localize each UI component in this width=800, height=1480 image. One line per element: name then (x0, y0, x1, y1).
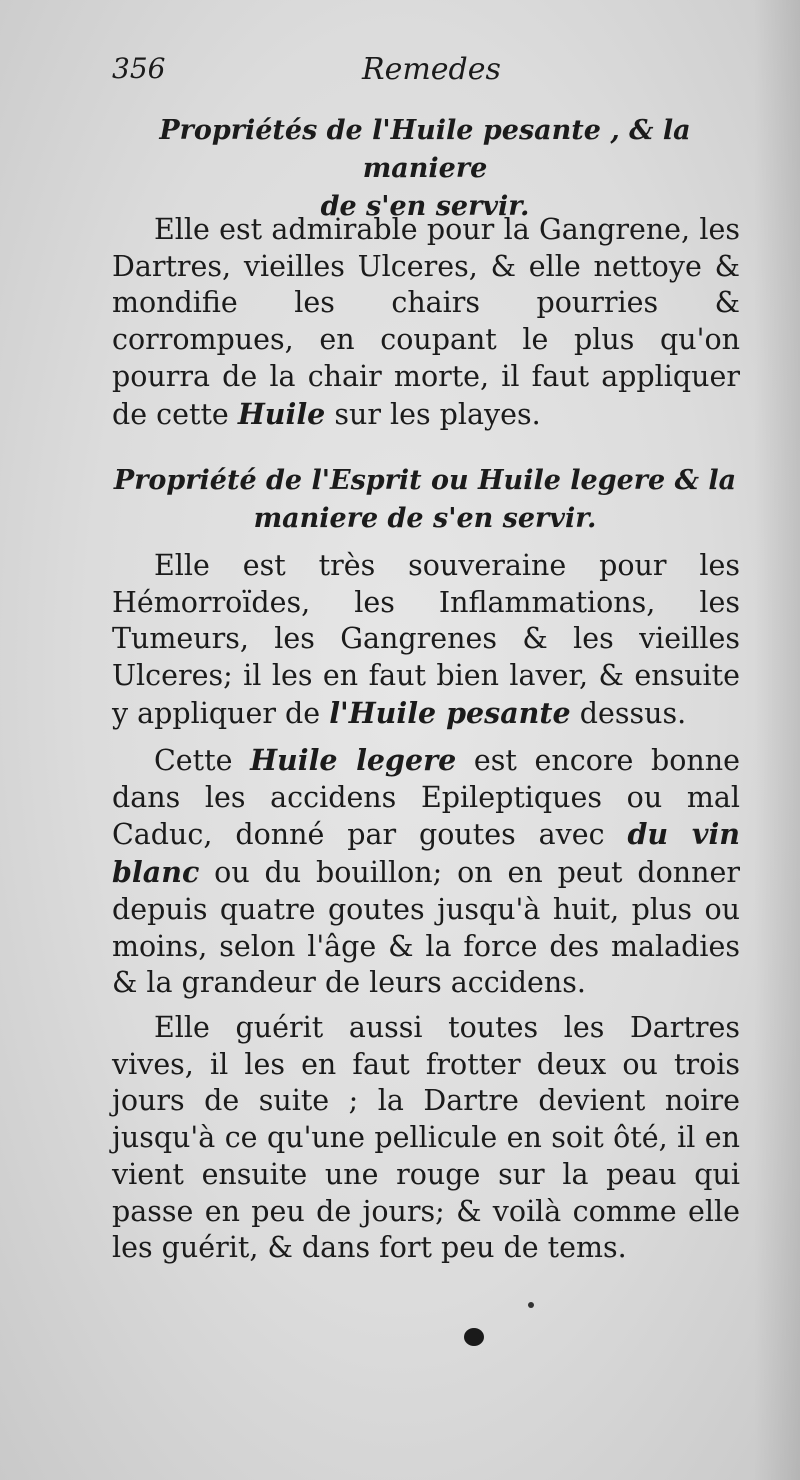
italic-term: l'Huile pesante (329, 695, 571, 730)
paragraph-text: Elle est très souveraine pour les Hémorroïdes, les Inflammations, les Tumeurs, les Gangrenes & les vieilles Ulceres; il les en faut bien laver, & ensuite y appliquer de (112, 549, 740, 730)
paragraph-text: est encore bonne dans les accidens Epileptiques ou mal Caduc, donné par goutes avec (112, 744, 740, 852)
ink-spot (528, 1302, 534, 1308)
italic-term: du vin blanc (112, 817, 740, 890)
page-edge-shadow (754, 0, 800, 1480)
paragraph-text: ou du bouillon; on en peut donner depuis quatre goutes jusqu'à huit, plus ou moins, selon l'âge & la force des maladies & la grandeur de leurs accidens. (112, 856, 740, 1000)
page-header (112, 52, 712, 92)
paragraph-text: sur les playes. (325, 397, 541, 431)
ink-spot (464, 1328, 484, 1346)
running-head: Remedes (362, 52, 501, 87)
paragraph (112, 548, 740, 733)
section-heading-huile-legere (112, 462, 738, 538)
paragraph-text: Elle est admirable pour la Gangrene, les Dartres, vieilles Ulceres, & elle nettoye & mondifie les chairs pourries & corrompues, en coupant le plus qu'on pourra de la chair morte, il faut appliquer de cette (112, 213, 740, 431)
paragraph-text: dessus. (570, 696, 687, 730)
page-number: 356 (112, 52, 166, 85)
paragraph (112, 212, 740, 433)
italic-term: Huile (237, 396, 326, 431)
heading-line: Propriété de l'Esprit ou Huile legere & la (113, 465, 737, 496)
section-heading-huile-pesante (112, 112, 738, 226)
paragraph-text: Cette (154, 744, 251, 777)
heading-line: maniere de s'en servir. (253, 503, 597, 534)
italic-term: Huile legere (250, 743, 457, 777)
heading-line: de s'en servir. (320, 191, 530, 222)
paragraph: Elle guérit aussi toutes les Dartres vives, il les en faut frotter deux ou trois jours de suite ; la Dartre devient noire jusqu'à ce qu'une pellicule en soit ôté, il en vient ensuite une rouge sur la peau qui passe en peu de jours; & voilà comme elle les guérit, & dans fort peu de tems. (112, 1011, 740, 1265)
paragraph (112, 742, 740, 1002)
heading-line: Propriétés de l'Huile pesante , & la maniere (159, 115, 691, 184)
